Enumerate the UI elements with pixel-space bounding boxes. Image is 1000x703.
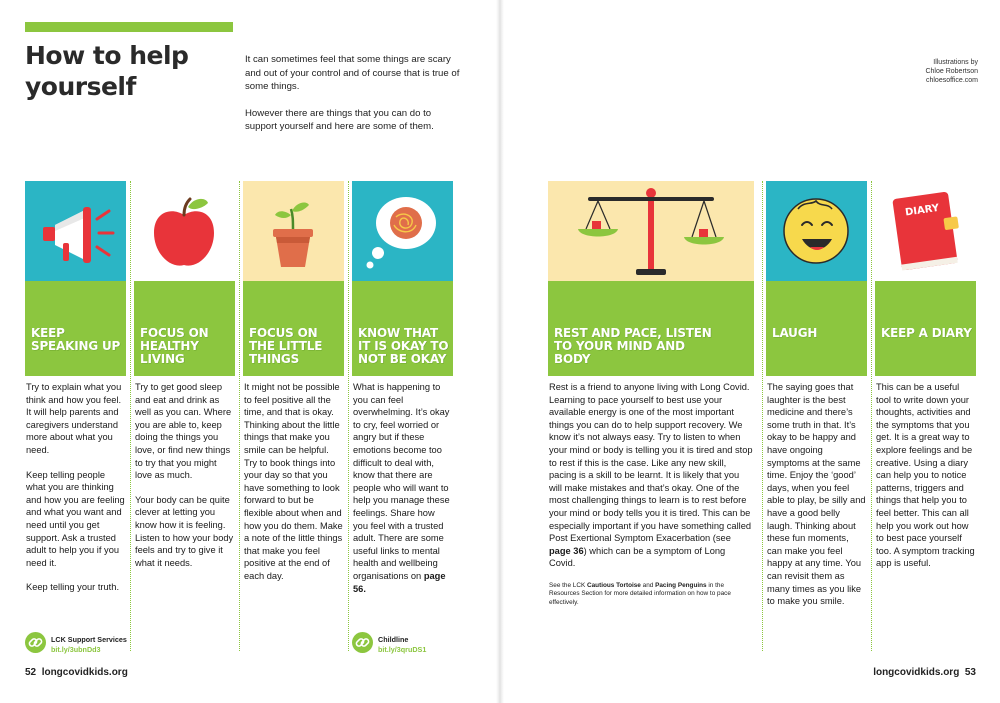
tip-text: Rest is a friend to anyone living with Long Covid. Learning to pace yourself to best use your available energy is one of the most important things you can do to help support recovery. We know it’s not always easy. Try to listen to when your mind or body is telling you it is tired and stop to rest if this is the case. Like any new skill, pacing is a skill to be learnt. It is likely that you will make mistakes and that’s okay. One of the most challenging things to learn is to rest before your mind or body tells you it is tired. This can be especially important if you have something called Post Exertional Symptom Exacerbation (see <box>549 382 753 544</box>
page-number: 53 <box>964 667 976 678</box>
footer-site[interactable]: longcovidkids.org <box>873 667 960 678</box>
megaphone-icon <box>25 181 126 281</box>
tip-card-diary <box>875 181 976 582</box>
tip-card-speaking-up <box>25 181 126 606</box>
title-accent-bar <box>25 22 233 32</box>
apple-illustration <box>134 181 235 281</box>
megaphone-illustration <box>25 181 126 281</box>
tip-paragraph <box>353 381 452 595</box>
column-divider <box>239 181 240 651</box>
resources-note: See the LCK Cautious Tortoise and Pacing Penguins in the Resources Section for more detailed information on how to pace effectively. <box>549 581 731 606</box>
column-divider <box>762 181 763 651</box>
intro-paragraph: It can sometimes feel that some things are scary and out of your control and of course that is true of some things. <box>245 54 460 92</box>
tip-body <box>766 376 867 608</box>
diary-icon <box>875 181 976 281</box>
tip-heading: KEEP SPEAKING UP <box>31 326 121 353</box>
tip-heading: FOCUS ON THE LITTLE THINGS <box>249 326 323 366</box>
tip-heading-block <box>766 281 867 376</box>
page-title: How to help yourself <box>25 41 189 101</box>
link-name: LCK Support Services <box>51 635 127 644</box>
footer-site[interactable]: longcovidkids.org <box>41 667 128 678</box>
column-divider <box>348 181 349 651</box>
page-reference: page 36 <box>549 545 584 556</box>
scales-illustration <box>548 181 754 281</box>
tip-heading: KNOW THAT IT IS OKAY TO NOT BE OKAY <box>358 326 449 366</box>
tip-heading-block <box>25 281 126 376</box>
tip-card-okay-not-okay <box>352 181 453 607</box>
tip-paragraph: The saying goes that laughter is the best medicine and there’s some truth in that. It’s okay to be happy and have ongoing symptoms at the same time. Enjoy the ‘good’ days, when you feel able to play, be silly and have a good belly laugh. Thinking about these fun moments, can make you feel happy at any time. You can revisit them as many times as you like to make you smile. <box>767 382 866 607</box>
tip-heading: KEEP A DIARY <box>881 326 972 340</box>
tip-paragraph: This can be a useful tool to write down your thoughts, activities and the symptoms that you get. It is a great way to explore feelings and be creative. Using a diary can help you to notice patterns, triggers and things that help you to feel better. This can all help you work out how to best pace yourself too. A symptom tracking app is useful. <box>876 382 975 569</box>
tip-paragraph: It might not be possible to feel positive all the time, and that is okay. Thinking about the little things that make you smile can be helpful. Try to book things into your day so that you have something to look forward to but be flexible about when and how you do them. Make a note of the little things that make you feel positive at the end of each day. <box>244 382 343 581</box>
thought-bubble-icon <box>352 181 453 281</box>
apple-icon <box>134 181 235 281</box>
tip-body <box>243 376 344 583</box>
tip-text: What is happening to you can feel overwhelming. It’s okay to cry, feel worried or angry but if these emotions become too difficult to deal with, know that there are people who will want to help you manage these feelings. Share how you feel with a trusted adult. There are some useful links to mental health and wellbeing organisations on <box>353 382 450 581</box>
diary-label: DIARY <box>904 202 940 219</box>
link-name: Childline <box>378 635 409 644</box>
link-url[interactable]: bit.ly/3qruDS1 <box>378 645 427 654</box>
tip-paragraph: Keep telling your truth. <box>26 582 120 593</box>
tip-paragraph: Try to explain what you think and how you feel. It will help parents and caregivers understand more about what you need. <box>26 382 122 455</box>
page-spine <box>496 0 504 703</box>
tip-heading-block <box>352 281 453 376</box>
laughing-face-illustration <box>766 181 867 281</box>
tip-body <box>25 376 126 594</box>
tip-heading-block <box>875 281 976 376</box>
column-divider <box>130 181 131 651</box>
page-reference: page 56. <box>353 570 446 594</box>
intro-paragraph: However there are things that you can do to support yourself and here are some of them. <box>245 107 434 132</box>
thought-bubble-illustration <box>352 181 453 281</box>
tip-paragraph: Keep telling people what you are thinking and how you are feeling and what you want and need until you get support. Ask a trusted adult to help you if you need it. <box>26 469 125 568</box>
tip-heading-block <box>548 281 754 376</box>
tip-body <box>875 376 976 570</box>
footer-left <box>25 667 128 678</box>
tip-heading: REST AND PACE, LISTEN TO YOUR MIND AND BODY <box>554 326 712 366</box>
credit-line: Illustrations by <box>933 59 978 66</box>
tip-body <box>134 376 235 569</box>
laughing-face-icon <box>766 181 867 281</box>
plant-pot-icon <box>243 181 344 281</box>
credit-line: chloesoffice.com <box>925 77 978 84</box>
tip-heading-block <box>134 281 235 376</box>
tip-paragraph: Try to get good sleep and eat and drink as well as you can. Where you are able to, keep doing the things you love, or find new things to try that you might love as much. <box>135 382 232 481</box>
link-icon <box>352 632 373 653</box>
tip-heading: LAUGH <box>772 326 818 340</box>
tip-card-little-things <box>243 181 344 595</box>
plant-illustration <box>243 181 344 281</box>
link-url[interactable]: bit.ly/3ubnDd3 <box>51 645 101 654</box>
tip-heading: FOCUS ON HEALTHY LIVING <box>140 326 209 366</box>
tip-card-laugh <box>766 181 867 620</box>
column-divider <box>871 181 872 651</box>
tip-heading-block <box>243 281 344 376</box>
page-number: 52 <box>25 667 37 678</box>
footer-right <box>873 667 976 678</box>
tip-paragraph <box>549 381 753 570</box>
tip-body <box>352 376 453 595</box>
tip-card-rest-and-pace <box>548 181 754 607</box>
diary-illustration <box>875 181 976 281</box>
illustration-credit <box>860 58 978 85</box>
credit-line: Chloe Robertson <box>925 68 978 75</box>
balance-scale-icon <box>548 181 754 281</box>
tip-body <box>548 376 754 607</box>
tip-text: ) which can be a symptom of Long Covid. <box>549 545 726 569</box>
tip-card-healthy-living <box>134 181 235 581</box>
tip-paragraph: Your body can be quite clever at letting you know how it is feeling. Listen to how your body feels and try to give it what it needs. <box>135 494 234 568</box>
link-icon <box>25 632 46 653</box>
intro-text <box>245 53 460 147</box>
